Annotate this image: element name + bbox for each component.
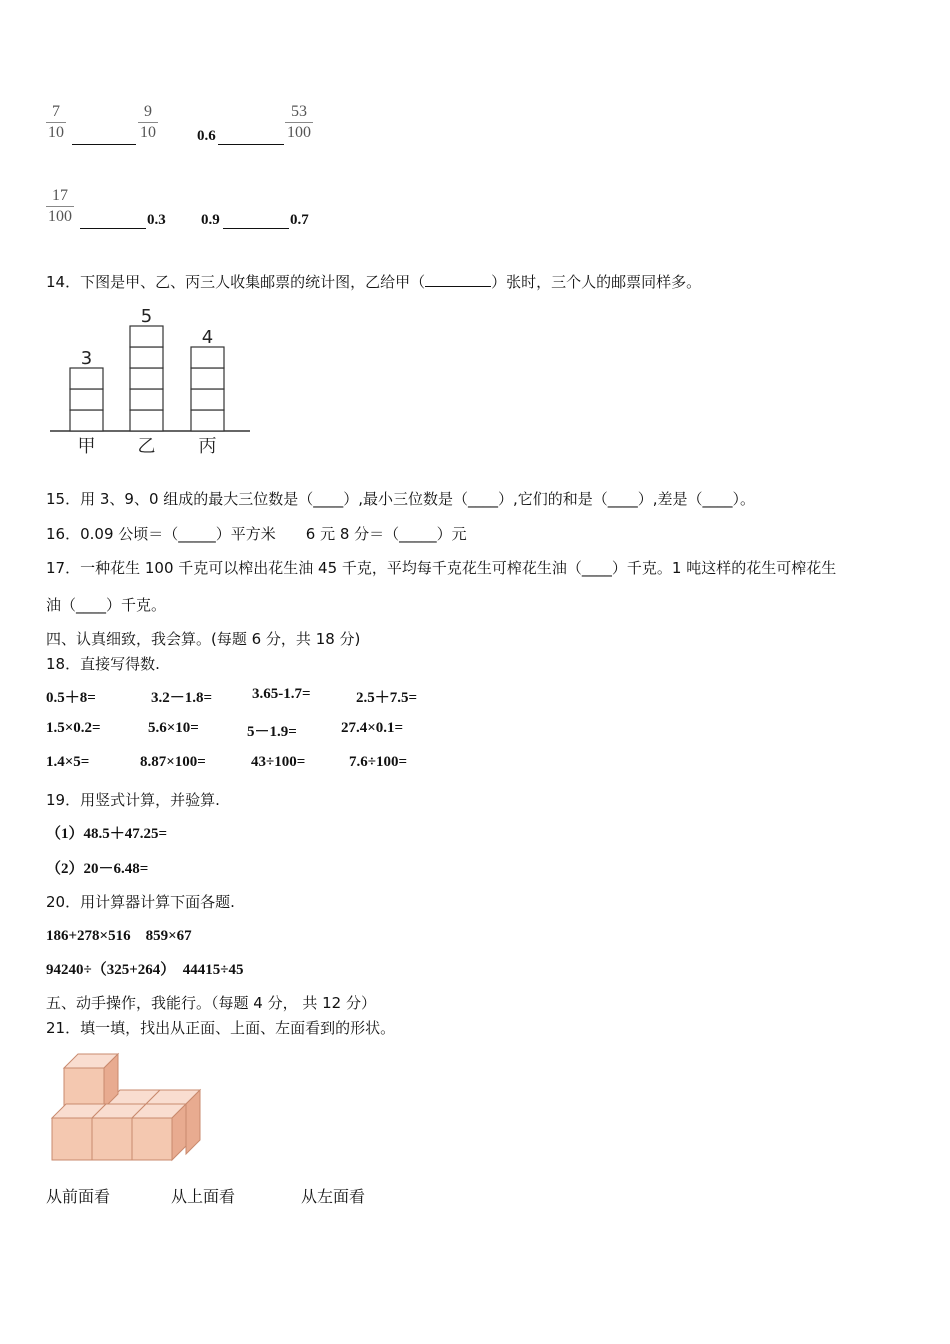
bar-value-label: 5 bbox=[140, 306, 153, 327]
fraction-7-10 bbox=[46, 102, 66, 143]
calc-item: 2.5＋7.5= bbox=[356, 690, 418, 706]
cube-front-face bbox=[64, 1068, 104, 1108]
answer-blank[interactable] bbox=[425, 272, 491, 287]
cube-front-face bbox=[132, 1118, 172, 1160]
question-20-row-2: 94240÷（325+264） 44415÷45 bbox=[46, 962, 244, 978]
bar-cell-乙 bbox=[130, 326, 163, 347]
bar-value-label: 4 bbox=[201, 327, 214, 348]
denominator: 100 bbox=[287, 124, 311, 141]
calc-item: 0.5＋8= bbox=[46, 690, 96, 706]
view-label-front: 从前面看 bbox=[46, 1187, 111, 1206]
calc-item: 1.5×0.2= bbox=[46, 720, 101, 736]
compare-blank[interactable] bbox=[218, 130, 284, 145]
bar-cell-乙 bbox=[130, 410, 163, 431]
cube-top bbox=[64, 1054, 118, 1108]
fraction-9-10 bbox=[138, 102, 158, 143]
question-15: 15．用 3、9、0 组成的最大三位数是（____）,最小三位数是（____）,它们的和是（____）,差是（____）。 bbox=[46, 490, 756, 508]
category-label: 甲 bbox=[77, 436, 96, 457]
decimal-value: 0.9 bbox=[201, 212, 220, 228]
question-17-line-2: 油（____）千克。 bbox=[46, 596, 167, 614]
cube-stack-illustration bbox=[48, 1050, 218, 1170]
question-20-row-1: 186+278×516 859×67 bbox=[46, 928, 192, 944]
calc-item: 5－1.9= bbox=[247, 724, 297, 740]
calc-item: 27.4×0.1= bbox=[341, 720, 404, 736]
question-20: 20．用计算器计算下面各题. bbox=[46, 893, 235, 911]
question-21: 21．填一填，找出从正面、上面、左面看到的形状。 bbox=[46, 1019, 396, 1037]
denominator: 10 bbox=[140, 124, 156, 141]
question-14 bbox=[46, 271, 701, 292]
decimal-value: 0.6 bbox=[197, 128, 216, 144]
fraction-17-100 bbox=[46, 186, 74, 227]
bar-cell-丙 bbox=[191, 410, 224, 431]
calc-item: 3.2－1.8= bbox=[151, 690, 213, 706]
calc-item: 43÷100= bbox=[251, 754, 306, 770]
bar-cell-乙 bbox=[130, 368, 163, 389]
question-18: 18．直接写得数. bbox=[46, 655, 160, 673]
compare-blank[interactable] bbox=[223, 214, 289, 229]
numerator: 7 bbox=[46, 102, 66, 123]
cube-front-face bbox=[92, 1118, 132, 1160]
bar-cell-甲 bbox=[70, 410, 103, 431]
stamp-bar-chart bbox=[46, 302, 266, 462]
view-label-top: 从上面看 bbox=[171, 1187, 236, 1206]
numerator: 9 bbox=[138, 102, 158, 123]
denominator: 10 bbox=[48, 124, 64, 141]
view-label-left: 从左面看 bbox=[301, 1187, 366, 1206]
cube-front-row bbox=[52, 1104, 186, 1160]
question-16: 16．0.09 公顷＝（_____）平方米 6 元 8 分＝（_____）元 bbox=[46, 525, 467, 543]
category-label: 乙 bbox=[137, 436, 156, 457]
fraction-53-100 bbox=[285, 102, 313, 143]
calc-item: 7.6÷100= bbox=[349, 754, 408, 770]
question-14-text-b: ）张时，三个人的邮票同样多。 bbox=[491, 273, 702, 291]
calc-item: 5.6×10= bbox=[148, 720, 199, 736]
question-19-part-2: （2）20－6.48= bbox=[46, 861, 149, 877]
decimal-value: 0.7 bbox=[290, 212, 309, 228]
numerator: 17 bbox=[46, 186, 74, 207]
numerator: 53 bbox=[285, 102, 313, 123]
question-19: 19．用竖式计算，并验算. bbox=[46, 791, 220, 809]
category-label: 丙 bbox=[198, 436, 217, 457]
bar-cell-甲 bbox=[70, 389, 103, 410]
bar-cell-甲 bbox=[70, 368, 103, 389]
question-14-text-a: 14．下图是甲、乙、丙三人收集邮票的统计图，乙给甲（ bbox=[46, 273, 426, 291]
section-4-title: 四、认真细致，我会算。(每题 6 分，共 18 分) bbox=[46, 630, 361, 648]
bar-cell-丙 bbox=[191, 389, 224, 410]
calc-item: 8.87×100= bbox=[140, 754, 206, 770]
bar-cell-乙 bbox=[130, 389, 163, 410]
section-5-title: 五、动手操作，我能行。（每题 4 分， 共 12 分） bbox=[46, 994, 376, 1012]
denominator: 100 bbox=[48, 208, 72, 225]
decimal-value: 0.3 bbox=[147, 212, 166, 228]
bar-cell-丙 bbox=[191, 368, 224, 389]
bar-value-label: 3 bbox=[80, 348, 93, 369]
calc-item: 3.65-1.7= bbox=[252, 686, 311, 702]
bar-cell-丙 bbox=[191, 347, 224, 368]
calc-item: 1.4×5= bbox=[46, 754, 90, 770]
compare-blank[interactable] bbox=[72, 130, 136, 145]
question-19-part-1: （1）48.5＋47.25= bbox=[46, 826, 168, 842]
bar-cell-乙 bbox=[130, 347, 163, 368]
cube-front-face bbox=[52, 1118, 92, 1160]
compare-blank[interactable] bbox=[80, 214, 146, 229]
question-17-line-1: 17．一种花生 100 千克可以榨出花生油 45 千克，平均每千克花生可榨花生油（____）千克。1 吨这样的花生可榨花生 bbox=[46, 559, 837, 577]
